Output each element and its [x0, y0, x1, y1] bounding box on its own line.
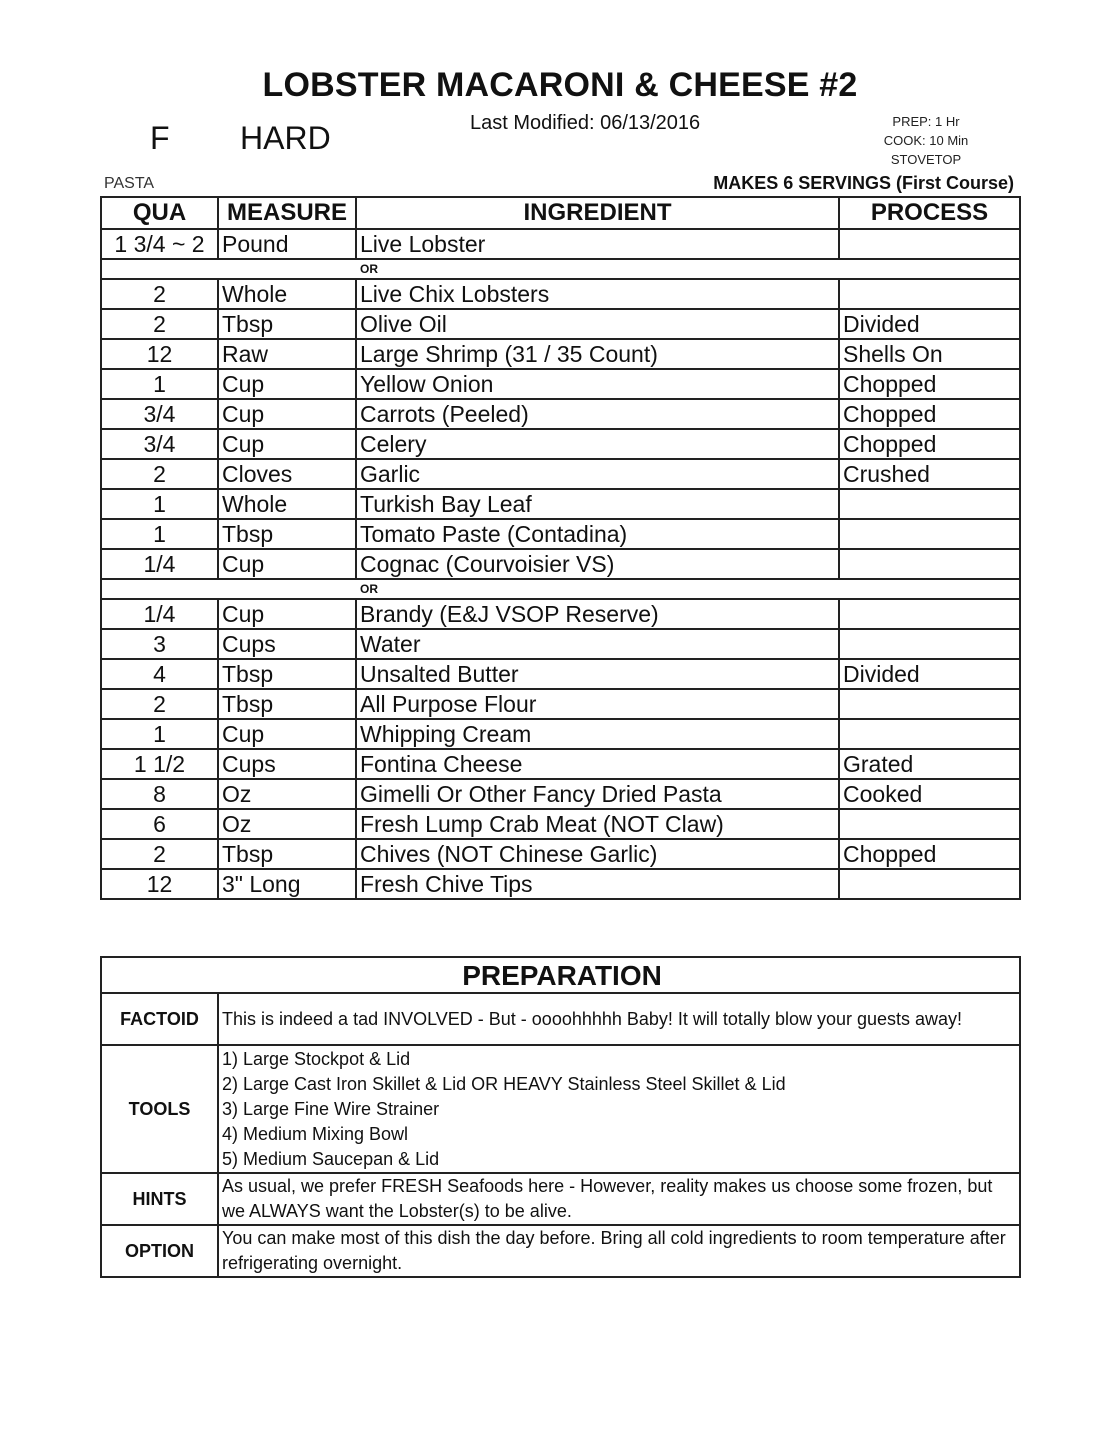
ingredient-measure: Raw	[218, 339, 356, 369]
ingredient-name: Gimelli Or Other Fancy Dried Pasta	[356, 779, 839, 809]
ingredient-process: Chopped	[839, 839, 1020, 869]
ingredient-process: Chopped	[839, 369, 1020, 399]
ingredient-quantity: 1	[101, 519, 218, 549]
ingredient-name: Fontina Cheese	[356, 749, 839, 779]
ingredient-measure: Tbsp	[218, 309, 356, 339]
ingredient-measure: 3" Long	[218, 869, 356, 899]
ingredient-measure: Cups	[218, 749, 356, 779]
ingredient-row	[101, 719, 1020, 749]
ingredient-measure: Tbsp	[218, 839, 356, 869]
hints-text: As usual, we prefer FRESH Seafoods here - However, reality makes us choose some frozen, but we ALWAYS want the Lobster(s) to be alive.	[218, 1173, 1020, 1225]
or-separator-row	[101, 259, 1020, 279]
ingredient-quantity: 1/4	[101, 599, 218, 629]
ingredient-row	[101, 779, 1020, 809]
ingredient-measure: Whole	[218, 279, 356, 309]
ingredient-row	[101, 749, 1020, 779]
ingredient-process	[839, 549, 1020, 579]
ingredient-process	[839, 809, 1020, 839]
ingredient-quantity: 2	[101, 309, 218, 339]
ingredient-name: Live Lobster	[356, 229, 839, 259]
ingredient-process: Cooked	[839, 779, 1020, 809]
ingredient-row	[101, 809, 1020, 839]
ingredient-measure: Tbsp	[218, 659, 356, 689]
ingredient-quantity: 1	[101, 489, 218, 519]
ingredient-row	[101, 659, 1020, 689]
ingredient-measure: Tbsp	[218, 689, 356, 719]
tools-label: TOOLS	[101, 1045, 218, 1173]
factoid-text: This is indeed a tad INVOLVED - But - oooohhhhh Baby! It will totally blow your guests away!	[218, 993, 1020, 1045]
ingredient-name: All Purpose Flour	[356, 689, 839, 719]
ingredient-quantity: 4	[101, 659, 218, 689]
or-separator-row	[101, 579, 1020, 599]
ingredient-process	[839, 599, 1020, 629]
ingredient-row	[101, 339, 1020, 369]
ingredient-measure: Cup	[218, 599, 356, 629]
option-label: OPTION	[101, 1225, 218, 1277]
ingredient-measure: Pound	[218, 229, 356, 259]
ingredient-process	[839, 519, 1020, 549]
column-header-measure: MEASURE	[218, 197, 356, 229]
ingredient-name: Fresh Lump Crab Meat (NOT Claw)	[356, 809, 839, 839]
column-header-ingredient: INGREDIENT	[356, 197, 839, 229]
ingredient-process: Shells On	[839, 339, 1020, 369]
ingredient-quantity: 2	[101, 689, 218, 719]
difficulty-label: HARD	[240, 120, 331, 156]
ingredient-process	[839, 629, 1020, 659]
column-header-process: PROCESS	[839, 197, 1020, 229]
ingredient-quantity: 1	[101, 369, 218, 399]
ingredient-process	[839, 489, 1020, 519]
ingredient-quantity: 3/4	[101, 429, 218, 459]
ingredient-name: Yellow Onion	[356, 369, 839, 399]
ingredient-row	[101, 549, 1020, 579]
ingredient-row	[101, 489, 1020, 519]
ingredient-measure: Cup	[218, 429, 356, 459]
ingredient-name: Water	[356, 629, 839, 659]
ingredient-name: Tomato Paste (Contadina)	[356, 519, 839, 549]
tools-list	[218, 1045, 1020, 1173]
ingredient-name: Whipping Cream	[356, 719, 839, 749]
ingredient-quantity: 1/4	[101, 549, 218, 579]
ingredient-row	[101, 279, 1020, 309]
ingredient-quantity: 1 1/2	[101, 749, 218, 779]
ingredient-measure: Cup	[218, 399, 356, 429]
recipe-title: LOBSTER MACARONI & CHEESE #2	[262, 66, 858, 104]
ingredient-name: Large Shrimp (31 / 35 Count)	[356, 339, 839, 369]
ingredient-quantity: 3	[101, 629, 218, 659]
option-text: You can make most of this dish the day before. Bring all cold ingredients to room temperature after refrigerating overnight.	[218, 1225, 1020, 1277]
ingredient-quantity: 1	[101, 719, 218, 749]
ingredient-quantity: 3/4	[101, 399, 218, 429]
column-header-quantity: QUA	[101, 197, 218, 229]
ingredients-table	[100, 196, 1021, 900]
ingredient-quantity: 8	[101, 779, 218, 809]
ingredient-row	[101, 429, 1020, 459]
ingredient-name: Celery	[356, 429, 839, 459]
recipe-category: PASTA	[104, 175, 155, 192]
cook-time: COOK: 10 Min	[883, 133, 969, 148]
ingredient-process: Divided	[839, 659, 1020, 689]
preparation-heading: PREPARATION	[101, 957, 1020, 993]
ingredient-measure: Oz	[218, 809, 356, 839]
ingredient-quantity: 2	[101, 279, 218, 309]
ingredient-process	[839, 719, 1020, 749]
ingredient-row	[101, 399, 1020, 429]
ingredient-row	[101, 229, 1020, 259]
ingredient-name: Cognac (Courvoisier VS)	[356, 549, 839, 579]
ingredient-row	[101, 599, 1020, 629]
ingredient-rows	[101, 229, 1020, 899]
ingredient-name: Olive Oil	[356, 309, 839, 339]
ingredient-row	[101, 309, 1020, 339]
preparation-table	[100, 956, 1021, 1278]
ingredient-quantity: 2	[101, 459, 218, 489]
servings-info: MAKES 6 SERVINGS (First Course)	[713, 173, 1014, 193]
ingredient-name: Fresh Chive Tips	[356, 869, 839, 899]
ingredient-measure: Cup	[218, 369, 356, 399]
ingredient-row	[101, 839, 1020, 869]
ingredient-process: Chopped	[839, 399, 1020, 429]
ingredient-measure: Cup	[218, 719, 356, 749]
ingredient-quantity: 12	[101, 339, 218, 369]
ingredient-name: Brandy (E&J VSOP Reserve)	[356, 599, 839, 629]
ingredient-process: Divided	[839, 309, 1020, 339]
ingredient-process	[839, 229, 1020, 259]
ingredient-name: Turkish Bay Leaf	[356, 489, 839, 519]
ingredient-row	[101, 459, 1020, 489]
ingredient-row	[101, 689, 1020, 719]
or-label: OR	[360, 262, 378, 276]
ingredient-process	[839, 689, 1020, 719]
last-modified-date: Last Modified: 06/13/2016	[470, 112, 701, 134]
ingredient-measure: Cloves	[218, 459, 356, 489]
ingredient-measure: Oz	[218, 779, 356, 809]
tool-item: 5) Medium Saucepan & Lid	[222, 1148, 440, 1169]
factoid-label: FACTOID	[101, 993, 218, 1045]
cook-method: STOVETOP	[890, 152, 962, 167]
ingredient-process: Grated	[839, 749, 1020, 779]
ingredient-name: Garlic	[356, 459, 839, 489]
table-header-row	[101, 197, 1020, 229]
ingredient-measure: Cup	[218, 549, 356, 579]
ingredient-name: Chives (NOT Chinese Garlic)	[356, 839, 839, 869]
ingredient-name: Live Chix Lobsters	[356, 279, 839, 309]
ingredient-name: Unsalted Butter	[356, 659, 839, 689]
ingredient-process: Crushed	[839, 459, 1020, 489]
prep-time: PREP: 1 Hr	[892, 114, 960, 129]
ingredient-quantity: 2	[101, 839, 218, 869]
timing-info	[864, 112, 988, 169]
ingredient-row	[101, 629, 1020, 659]
ingredient-measure: Cups	[218, 629, 356, 659]
recipe-grade: F	[150, 120, 170, 156]
ingredient-measure: Tbsp	[218, 519, 356, 549]
ingredient-name: Carrots (Peeled)	[356, 399, 839, 429]
ingredient-quantity: 12	[101, 869, 218, 899]
tool-item: 2) Large Cast Iron Skillet & Lid OR HEAVY Stainless Steel Skillet & Lid	[222, 1073, 786, 1094]
ingredient-quantity: 6	[101, 809, 218, 839]
ingredient-quantity: 1 3/4 ~ 2	[101, 229, 218, 259]
hints-label: HINTS	[101, 1173, 218, 1225]
tool-item: 3) Large Fine Wire Strainer	[222, 1098, 440, 1119]
or-label: OR	[360, 582, 378, 596]
ingredient-process	[839, 869, 1020, 899]
ingredient-row	[101, 369, 1020, 399]
ingredient-process	[839, 279, 1020, 309]
ingredient-process: Chopped	[839, 429, 1020, 459]
ingredient-measure: Whole	[218, 489, 356, 519]
ingredient-row	[101, 519, 1020, 549]
ingredient-row	[101, 869, 1020, 899]
tool-item: 1) Large Stockpot & Lid	[222, 1048, 411, 1069]
tool-item: 4) Medium Mixing Bowl	[222, 1123, 409, 1144]
